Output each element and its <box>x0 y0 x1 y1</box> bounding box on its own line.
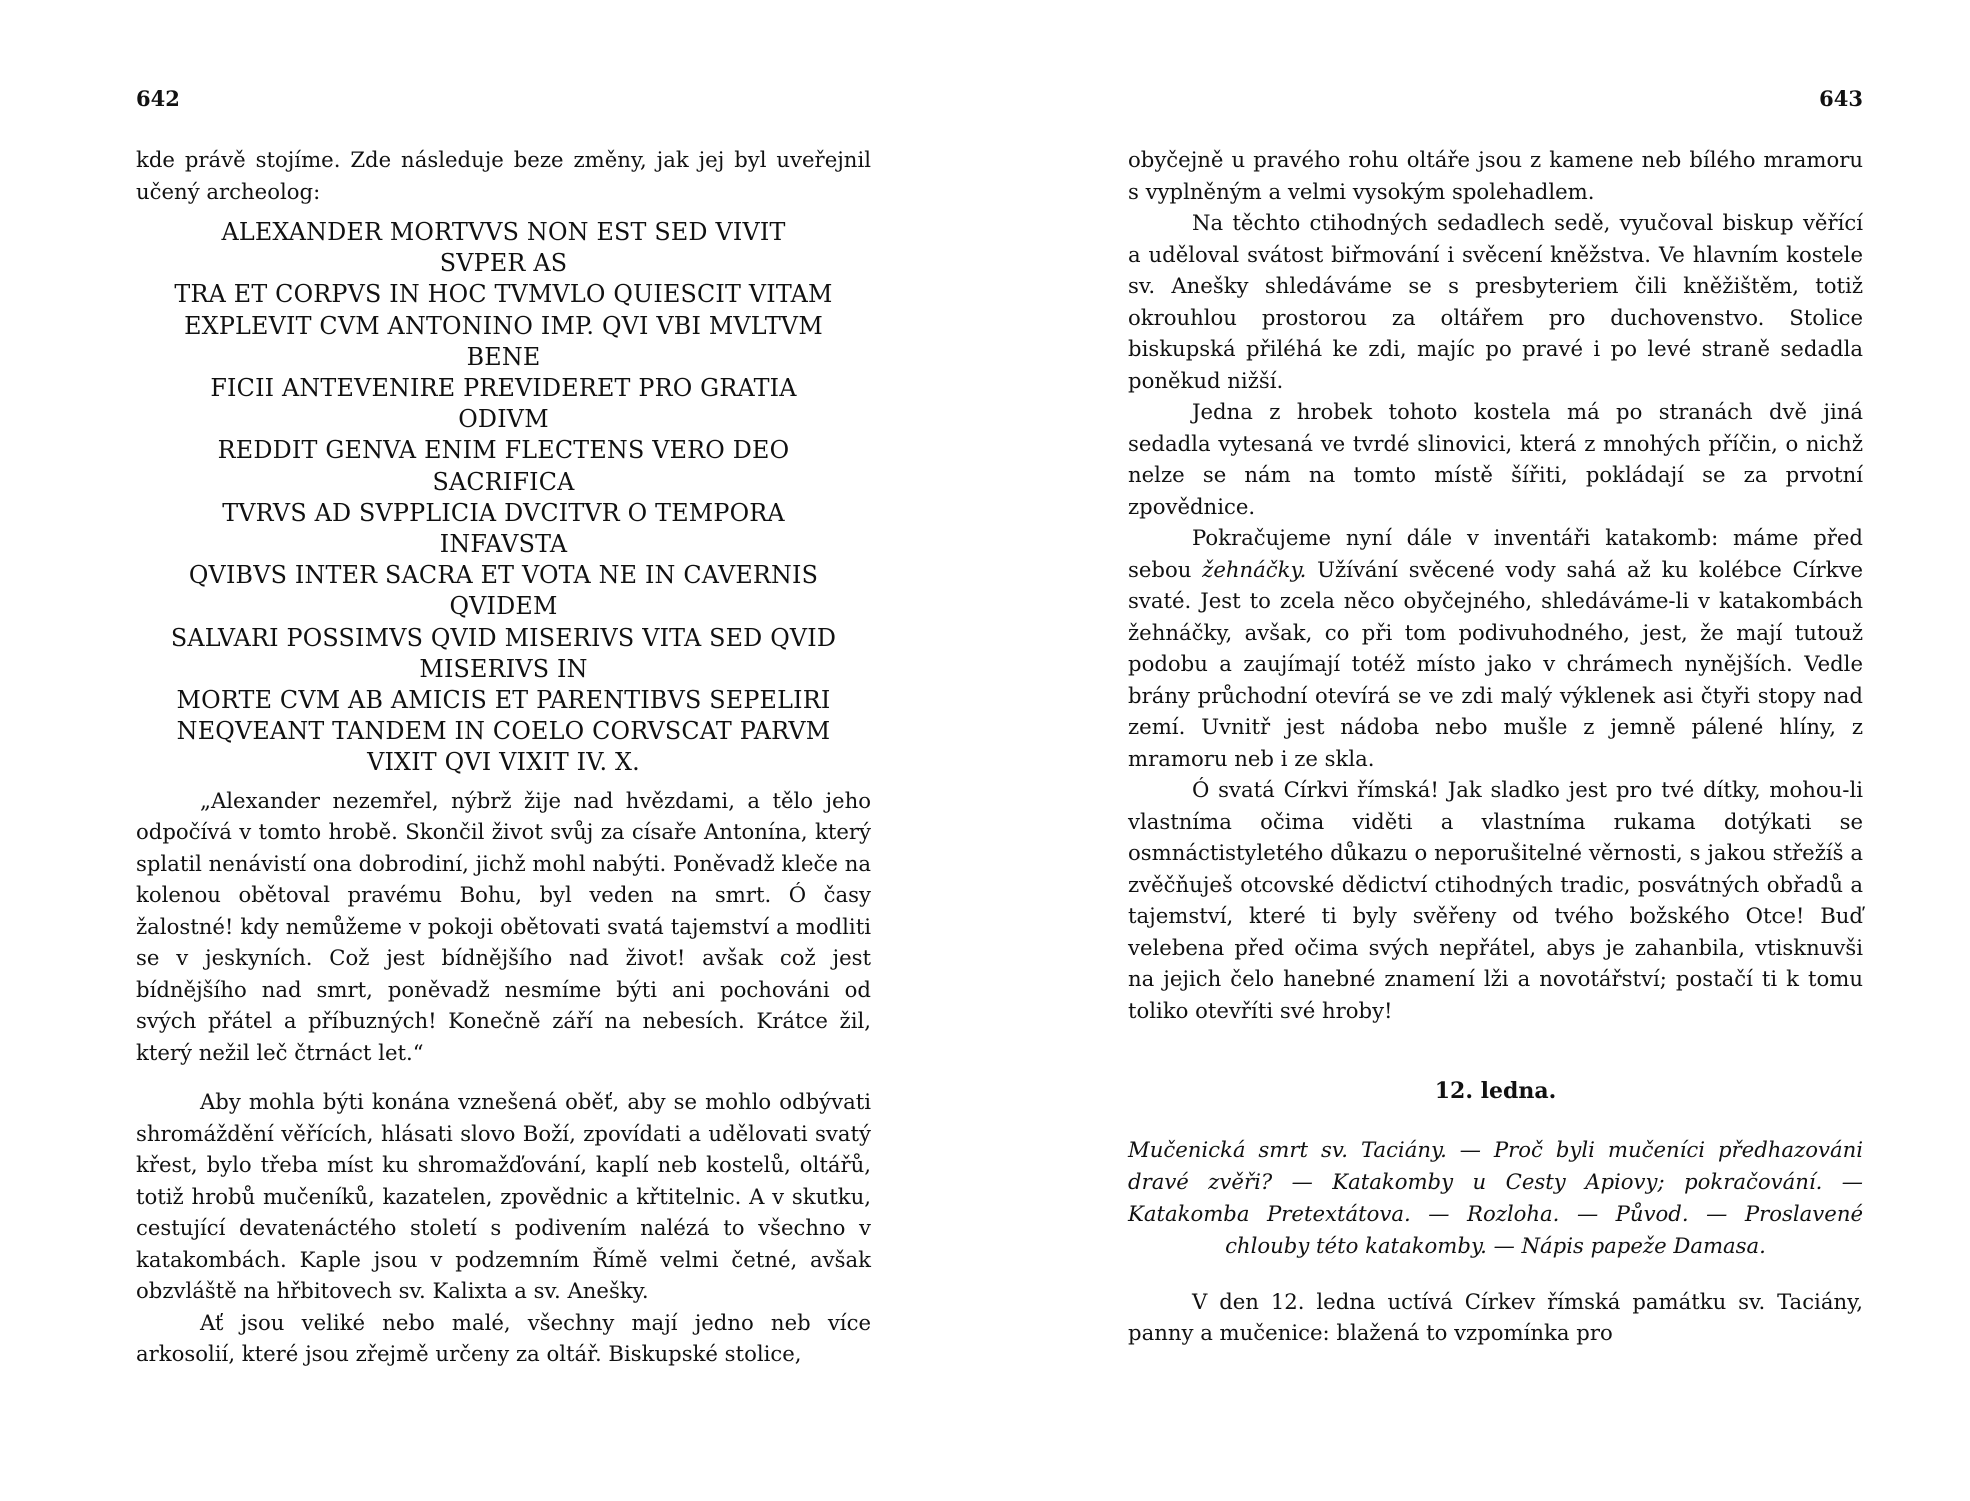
inscription-line: QVIBVS INTER SACRA ET VOTA NE IN CAVERNIS <box>188 561 819 590</box>
inscription-line: FICII ANTEVENIRE PREVIDERET PRO GRATIA <box>210 374 797 403</box>
inscription-line: MISERIVS IN <box>419 654 588 683</box>
inscription-line: NEQVEANT TANDEM IN COELO CORVSCAT PARVM <box>176 717 831 746</box>
inscription-line: ALEXANDER MORTVVS NON EST SED VIVIT <box>221 218 786 246</box>
inscription-line: EXPLEVIT CVM ANTONINO IMP. QVI VBI MVLTVM <box>184 311 823 340</box>
right-page <box>1128 0 1863 1501</box>
inscription-line: SVPER AS <box>439 249 568 278</box>
body-paragraph: V den 12. ledna uctívá Církev římská památku sv. Taciány, panny a mučenice: blažená to vzpomínka pro <box>1128 1288 1863 1345</box>
body-paragraph: Na těchto ctihodných sedadlech sedě, vyučoval biskup věřící a uděloval svátost biřmování i svěcení kněžstva. Ve hlavním kostele sv. Anešky shledáváme se s presbyteriem čili kněžištěm, totiž okrouhlou prostorou za oltářem pro duchovenstvo. Stolice biskupská přiléhá ke zdi, majíc po pravé i po levé straně sedadla poněkud nižší. <box>1128 210 1863 393</box>
body-paragraph: obyčejně u pravého rohu oltáře jsou z kamene neb bílého mramoru s vyplněným a velmi vysokým spolehadlem. <box>1128 147 1863 204</box>
inscription-line: TRA ET CORPVS IN HOC TVMVLO QUIESCIT VITAM <box>174 280 833 309</box>
intro-paragraph: kde právě stojíme. Zde následuje beze změny, jak jej byl uveřejnil učený archeolog: <box>136 147 871 204</box>
left-page <box>136 0 871 1501</box>
right-page-body <box>1128 144 1863 1349</box>
inscription-line: SACRIFICA <box>432 467 575 496</box>
left-page-body <box>136 144 871 1370</box>
text-run: Užívání svěcené vody sahá až ku kolébce Církve svaté. Jest to zcela něco obyčejného, shledáváme-li v katakombách žehnáčky, avšak, co při tom podivuhodného, jest, že mají tutouž podobu a zaujímají totéž místo jako v chrámech nynějších. Vedle brány průchodní otevírá se ve zdi malý výklenek asi čtyři stopy nad zemí. Uvnitř jest nádoba nebo mušle z jemně pálené hlíny, z mramoru neb i ze skla. <box>1128 556 1863 771</box>
inscription-line: SALVARI POSSIMVS QVID MISERIVS VITA SED QVID <box>170 623 837 652</box>
latin-inscription <box>128 217 879 779</box>
body-paragraph: Ať jsou veliké nebo malé, všechny mají jedno neb více arkosolií, které jsou zřejmě určeny za oltář. Biskupské stolice, <box>136 1309 871 1367</box>
body-paragraph <box>1128 522 1863 774</box>
inscription-line: MORTE CVM AB AMICIS ET PARENTIBVS SEPELIRI <box>176 686 831 715</box>
body-paragraph: Ó svatá Církvi římská! Jak sladko jest pro tvé dítky, mohou-li vlastníma očima viděti a vlastníma rukama dotýkati se osmnáctistyletého důkazu o neporušitelné věrnosti, s jakou střežíš a zvěčňuješ otcovské dědictví ctihodných tradic, posvátných obřadů a tajemství, které ti byly svěřeny od tvého božského Otce! Buď velebena před očima svých nepřátel, abys je zahanbila, vtisknuvši na jejich čelo hanebné znamení lži a novotářství; postačí ti k tomu toliko otevříti své hroby! <box>1128 777 1863 1023</box>
inscription-line: BENE <box>466 342 541 371</box>
inscription-line: QVIDEM <box>449 592 558 621</box>
page-number: 642 <box>136 86 180 111</box>
chapter-heading: 12. ledna. <box>1434 1078 1557 1104</box>
inscription-line: REDDIT GENVA ENIM FLECTENS VERO DEO <box>217 436 790 465</box>
translation-paragraph: „Alexander nezemřel, nýbrž žije nad hvězdami, a tělo jeho odpočívá v tomto hrobě. Skončil život svůj za císaře Antonína, který splatil nenávistí ona dobrodiní, jichž mohl nabýti. Poněvadž kleče na kolenou obětoval pravému Bohu, byl veden na smrt. Ó časy žalostné! kdy nemůžeme v pokoji obětovati svatá tajemství a modliti se v jeskyních. Což jest bídnějšího nad život! avšak což jest bídnějšího nad smrt, poněvadž nesmíme býti ani pochováni od svých přátel a příbuzných! Konečně září na nebesích. Krátce žil, který nežil leč čtrnáct let.“ <box>136 787 871 1065</box>
inscription-line: TVRVS AD SVPPLICIA DVCITVR O TEMPORA <box>222 498 785 527</box>
text-run: Pokračujeme nyní dále v inventáři katakomb: máme před sebou <box>1128 525 1863 582</box>
inscription-line: VIXIT QVI VIXIT IV. X. <box>367 748 640 777</box>
page-number: 643 <box>1819 86 1863 111</box>
body-paragraph: Jedna z hrobek tohoto kostela má po stranách dvě jiná sedadla vytesaná ve tvrdé slinovici, která z mnohých příčin, o nichž nelze se nám na tomto místě šířiti, pokládají se za prvotní zpovědnice. <box>1128 399 1863 519</box>
inscription-line: ODIVM <box>458 405 549 434</box>
inscription-line: INFAVSTA <box>439 530 568 559</box>
italic-term: žehnáčky. <box>1202 556 1307 582</box>
body-paragraph: Aby mohla býti konána vznešená oběť, aby se mohlo odbývati shromáždění věřících, hlásati slovo Boží, zpovídati a udělovati svatý křest, bylo třeba míst ku shromažďování, kaplí neb kostelů, oltářů, totiž hrobů mučeníků, kazatelen, zpovědnic a křtitelnic. A v skutku, cestující devatenáctého století s podivením nalézá to všechno v katakombách. Kaple jsou v podzemním Římě velmi četné, avšak obzvláště na hřbitovech sv. Kalixta a sv. Anešky. <box>136 1089 871 1304</box>
chapter-summary: Mučenická smrt sv. Taciány. — Proč byli mučeníci předhazováni dravé zvěři? — Katakomby u Cesty Apiovy; pokračování. — Katakomba Pretextátova. — Rozloha. — Původ. — Proslavené chlouby této katakomby. — Nápis papeže Damasa. <box>1128 1136 1863 1258</box>
